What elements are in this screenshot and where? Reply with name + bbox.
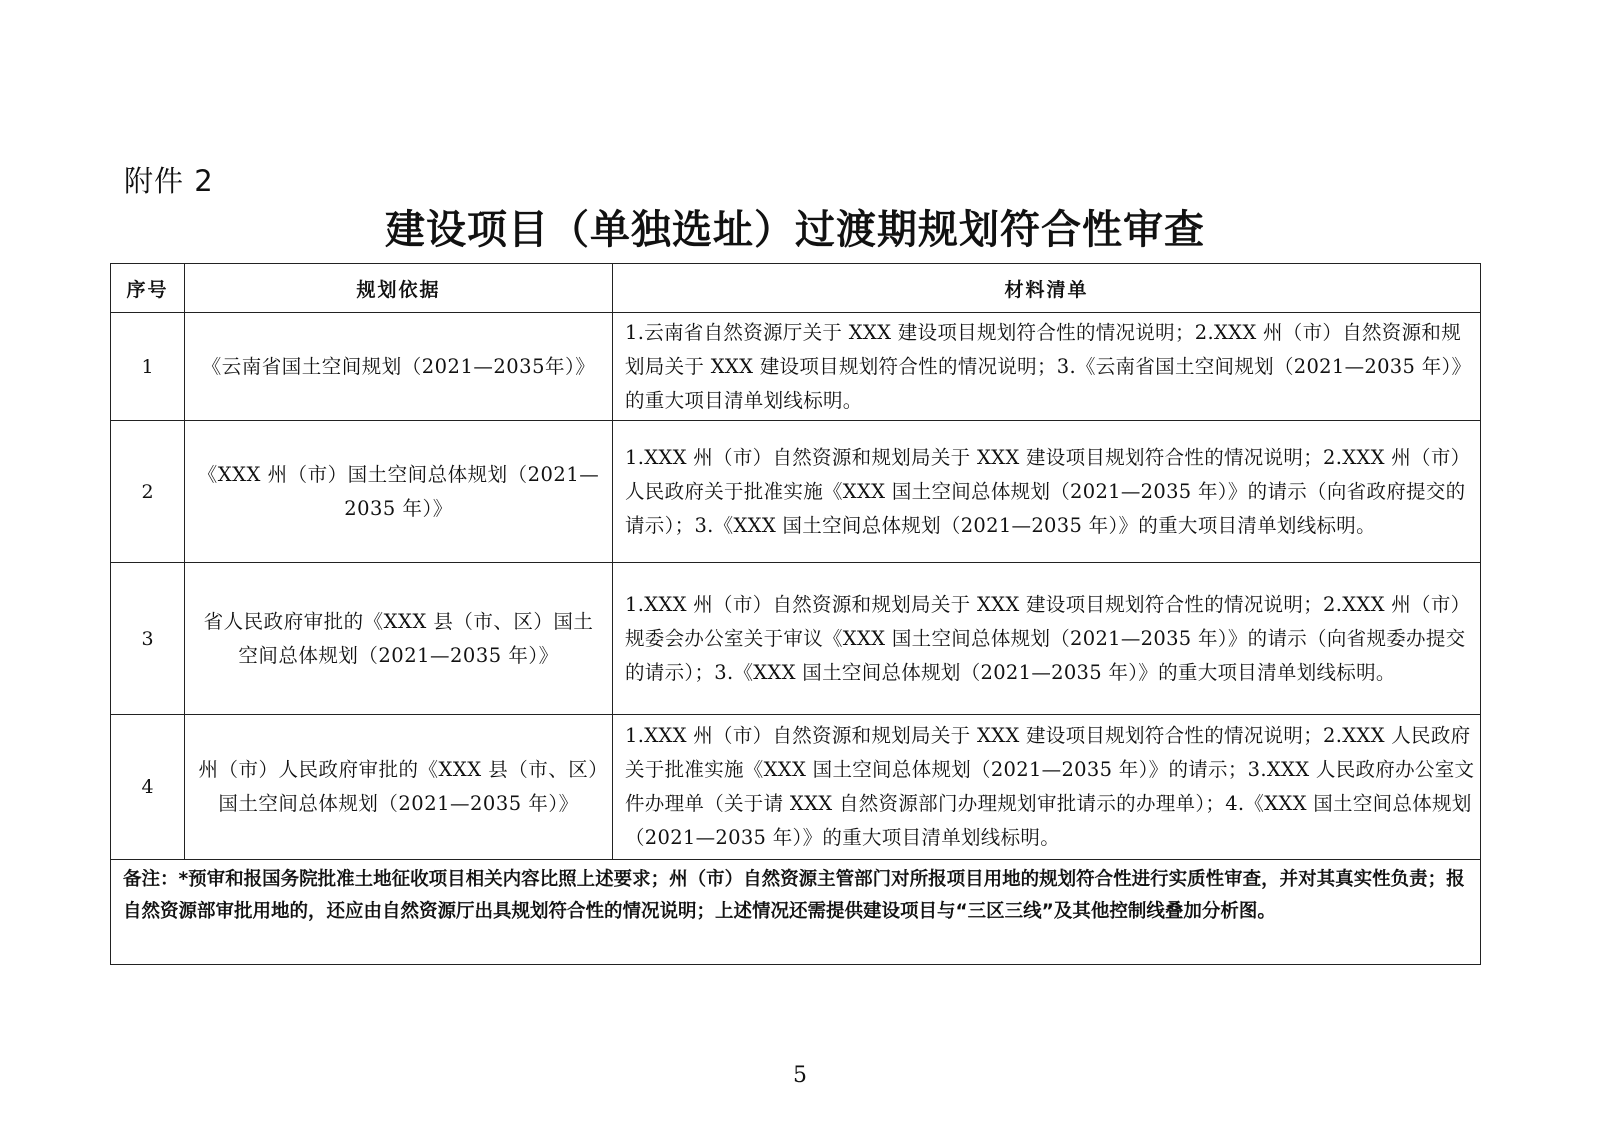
review-table: [110, 263, 1481, 965]
note-row: [111, 860, 1481, 965]
row-materials-cell: 1.云南省自然资源厅关于 XXX 建设项目规划符合性的情况说明；2.XXX 州（市）自然资源和规划局关于 XXX 建设项目规划符合性的情况说明；3.《云南省国土空间规划（2021—2035 年）》的重大项目清单划线标明。: [613, 313, 1481, 421]
note-cell: 备注：*预审和报国务院批准土地征收项目相关内容比照上述要求；州（市）自然资源主管部门对所报项目用地的规划符合性进行实质性审查，并对其真实性负责；报自然资源部审批用地的，还应由自然资源厅出具规划符合性的情况说明；上述情况还需提供建设项目与“三区三线”及其他控制线叠加分析图。: [111, 860, 1481, 965]
row-materials-cell: 1.XXX 州（市）自然资源和规划局关于 XXX 建设项目规划符合性的情况说明；2.XXX 州（市）规委会办公室关于审议《XXX 国土空间总体规划（2021—2035 年）》的请示（向省规委办提交的请示）；3.《XXX 国土空间总体规划（2021—2035 年）》的重大项目清单划线标明。: [613, 563, 1481, 715]
row-materials-cell: 1.XXX 州（市）自然资源和规划局关于 XXX 建设项目规划符合性的情况说明；2.XXX 州（市）人民政府关于批准实施《XXX 国土空间总体规划（2021—2035 年）》的请示（向省政府提交的请示）；3.《XXX 国土空间总体规划（2021—2035 年）》的重大项目清单划线标明。: [613, 421, 1481, 563]
row-basis-cell: 《云南省国土空间规划（2021—2035年）》: [185, 313, 613, 421]
row-materials-cell: 1.XXX 州（市）自然资源和规划局关于 XXX 建设项目规划符合性的情况说明；2.XXX 人民政府关于批准实施《XXX 国土空间总体规划（2021—2035 年）》的请示；3.XXX 人民政府办公室文件办理单（关于请 XXX 自然资源部门办理规划审批请示的办理单）；4.《XXX 国土空间总体规划（2021—2035 年）》的重大项目清单划线标明。: [613, 715, 1481, 860]
table-row: [111, 715, 1481, 860]
table-header-row: [111, 264, 1481, 313]
table-row: [111, 563, 1481, 715]
column-header-basis: 规划依据: [185, 264, 613, 313]
row-seq-cell: 3: [111, 563, 185, 715]
column-header-seq: 序号: [111, 264, 185, 313]
attachment-label: 附件 2: [124, 164, 214, 198]
document-title: 建设项目（单独选址）过渡期规划符合性审查: [385, 207, 1205, 253]
row-basis-cell: 州（市）人民政府审批的《XXX 县（市、区）国土空间总体规划（2021—2035 年）》: [185, 715, 613, 860]
column-header-materials: 材料清单: [613, 264, 1481, 313]
page-number: 5: [793, 1063, 807, 1088]
row-basis-cell: 《XXX 州（市）国土空间总体规划（2021—2035 年）》: [185, 421, 613, 563]
row-seq-cell: 1: [111, 313, 185, 421]
table-row: [111, 313, 1481, 421]
row-seq-cell: 2: [111, 421, 185, 563]
row-seq-cell: 4: [111, 715, 185, 860]
table-row: [111, 421, 1481, 563]
row-basis-cell: 省人民政府审批的《XXX 县（市、区）国土空间总体规划（2021—2035 年）》: [185, 563, 613, 715]
